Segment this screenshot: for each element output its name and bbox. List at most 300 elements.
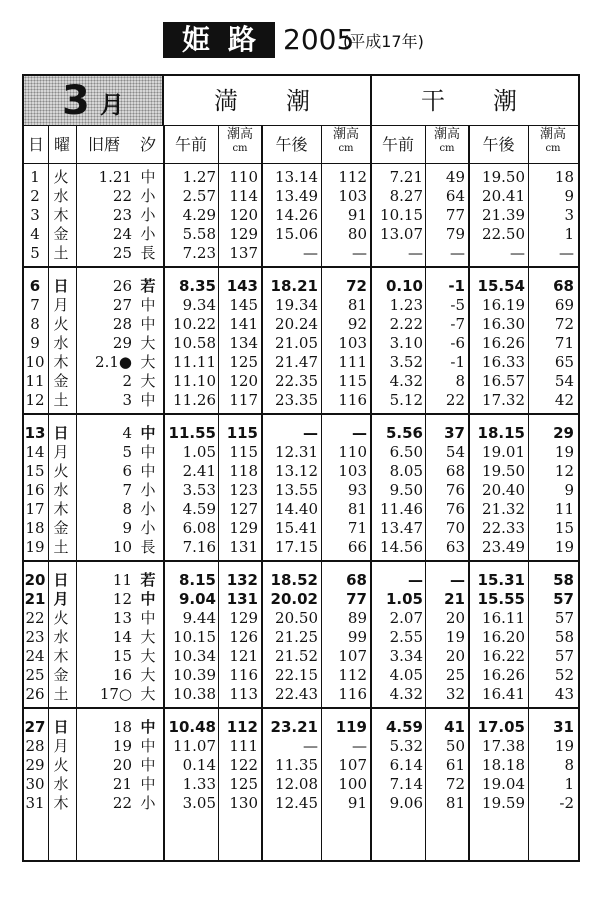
tide-type-cell: 小 — [140, 187, 156, 205]
low-am-height-cell: 68 — [445, 462, 465, 480]
high-am-time-cell: 10.58 — [173, 334, 216, 352]
high-pm-height-cell: 71 — [347, 519, 367, 537]
weekday-cell: 火 — [53, 756, 69, 774]
high-pm-height-cell: — — [352, 424, 367, 442]
day-cell: 23 — [25, 628, 45, 646]
low-pm-time-cell: 15.55 — [477, 590, 525, 608]
weekday-cell: 日 — [53, 424, 69, 442]
low-am-height-cell: 76 — [445, 481, 465, 499]
high-am-time-cell: 0.14 — [182, 756, 216, 774]
day-cell: 21 — [24, 590, 46, 608]
tide-type-cell: 小 — [140, 500, 156, 518]
weekday-cell: 水 — [53, 481, 69, 499]
low-am-height-cell: — — [450, 571, 465, 589]
high-am-time-cell: 6.08 — [182, 519, 216, 537]
tide-type-cell: 中 — [140, 609, 156, 627]
tide-type-cell: 中 — [140, 168, 156, 186]
high-pm-height-cell: 66 — [347, 538, 367, 556]
high-pm-time-cell: 11.35 — [275, 756, 318, 774]
high-pm-time-cell: 15.06 — [275, 225, 318, 243]
high-am-height-cell: 111 — [229, 737, 258, 755]
high-am-time-cell: 10.38 — [173, 685, 216, 703]
low-am-height-cell: 79 — [445, 225, 465, 243]
high-pm-time-cell: 13.55 — [275, 481, 318, 499]
low-pm-height-cell: 42 — [554, 391, 574, 409]
day-cell: 6 — [29, 277, 41, 295]
tide-type-cell: 大 — [140, 372, 156, 390]
high-pm-time-cell: 20.24 — [275, 315, 318, 333]
lunar-date-cell: 23 — [112, 206, 132, 224]
unit-label: cm — [439, 143, 455, 154]
low-pm-height-cell: 12 — [554, 462, 574, 480]
col-high-am-height — [218, 128, 262, 156]
weekday-cell: 土 — [53, 685, 69, 703]
low-pm-time-cell: 16.26 — [482, 334, 525, 352]
high-pm-time-cell: 12.45 — [275, 794, 318, 812]
low-pm-time-cell: 20.41 — [482, 187, 525, 205]
weekday-cell: 金 — [53, 666, 69, 684]
low-pm-height-cell: 1 — [564, 775, 574, 793]
low-am-time-cell: 7.14 — [389, 775, 423, 793]
high-tide-label: 満 潮 — [214, 87, 310, 115]
high-pm-height-cell: 116 — [338, 685, 367, 703]
high-pm-time-cell: 18.21 — [270, 277, 318, 295]
low-pm-height-cell: 31 — [553, 718, 574, 736]
lunar-date-cell: 16 — [112, 666, 132, 684]
weekday-cell: 日 — [53, 718, 69, 736]
high-am-height-cell: 143 — [226, 277, 258, 295]
low-am-time-cell: 8.05 — [389, 462, 423, 480]
weekday-cell: 木 — [53, 647, 69, 665]
day-cell: 20 — [24, 571, 46, 589]
high-am-time-cell: 11.26 — [173, 391, 216, 409]
lunar-date-cell: 11 — [112, 571, 132, 589]
low-am-time-cell: 4.32 — [389, 685, 423, 703]
high-am-height-cell: 118 — [229, 462, 258, 480]
era-label: (平成17年) — [343, 32, 424, 51]
high-am-time-cell: 11.10 — [173, 372, 216, 390]
grid-line — [48, 126, 49, 860]
unit-label: cm — [338, 143, 354, 154]
low-am-time-cell: 4.32 — [389, 372, 423, 390]
low-am-time-cell: 9.06 — [389, 794, 423, 812]
high-am-height-cell: 115 — [226, 424, 258, 442]
weekday-cell: 土 — [53, 538, 69, 556]
lunar-date-cell: 1.21 — [98, 168, 132, 186]
lunar-date-cell: 13 — [112, 609, 132, 627]
low-am-time-cell: 13.07 — [380, 225, 423, 243]
tide-type-cell: 中 — [140, 391, 156, 409]
high-pm-time-cell: 23.21 — [270, 718, 318, 736]
tide-type-cell: 中 — [140, 424, 156, 442]
high-pm-time-cell: 19.34 — [275, 296, 318, 314]
lunar-date-cell: 27 — [112, 296, 132, 314]
weekday-cell: 月 — [53, 296, 69, 314]
tide-type-cell: 大 — [140, 353, 156, 371]
high-pm-time-cell: 21.05 — [275, 334, 318, 352]
day-cell: 25 — [25, 666, 45, 684]
low-am-height-cell: 37 — [444, 424, 465, 442]
weekday-cell: 木 — [53, 353, 69, 371]
low-am-height-cell: 20 — [445, 609, 465, 627]
low-pm-height-cell: 9 — [564, 481, 574, 499]
day-cell: 13 — [24, 424, 46, 442]
low-pm-height-cell: 57 — [554, 647, 574, 665]
low-am-height-cell: 20 — [445, 647, 465, 665]
low-pm-time-cell: 22.50 — [482, 225, 525, 243]
lunar-date-cell: 15 — [112, 647, 132, 665]
high-am-height-cell: 121 — [229, 647, 258, 665]
high-am-time-cell: 11.07 — [173, 737, 216, 755]
weekday-cell: 木 — [53, 206, 69, 224]
low-am-height-cell: 32 — [445, 685, 465, 703]
grid-line — [163, 126, 165, 860]
day-cell: 16 — [25, 481, 45, 499]
high-pm-time-cell: 22.35 — [275, 372, 318, 390]
tide-type-cell: 大 — [140, 628, 156, 646]
low-am-height-cell: 21 — [444, 590, 465, 608]
low-am-time-cell: 4.05 — [389, 666, 423, 684]
lunar-date-cell: 10 — [112, 538, 132, 556]
low-pm-height-cell: 1 — [564, 225, 574, 243]
low-pm-height-cell: -2 — [559, 794, 574, 812]
high-pm-time-cell: — — [303, 737, 318, 755]
high-am-time-cell: 3.05 — [182, 794, 216, 812]
high-am-time-cell: 9.34 — [182, 296, 216, 314]
low-pm-time-cell: 19.59 — [482, 794, 525, 812]
low-pm-height-cell: 29 — [553, 424, 574, 442]
high-pm-height-cell: 80 — [347, 225, 367, 243]
low-pm-height-cell: 58 — [554, 628, 574, 646]
low-pm-height-cell: 69 — [554, 296, 574, 314]
low-am-height-cell: — — [450, 244, 465, 262]
low-pm-time-cell: 17.32 — [482, 391, 525, 409]
column-header-row — [24, 126, 578, 164]
low-pm-time-cell: 19.01 — [482, 443, 525, 461]
weekday-cell: 木 — [53, 794, 69, 812]
col-low-am-height — [425, 128, 469, 156]
tide-type-cell: 中 — [140, 775, 156, 793]
high-am-height-cell: 125 — [229, 353, 258, 371]
low-pm-time-cell: 15.54 — [477, 277, 525, 295]
tide-type-cell: 大 — [140, 334, 156, 352]
weekday-cell: 水 — [53, 775, 69, 793]
high-pm-time-cell: 22.15 — [275, 666, 318, 684]
lunar-date-cell: 6 — [122, 462, 132, 480]
tide-type-cell: 長 — [140, 538, 156, 556]
day-cell: 3 — [30, 206, 40, 224]
month-number: 3 — [62, 78, 90, 124]
high-am-time-cell: 11.55 — [168, 424, 216, 442]
high-am-height-cell: 137 — [229, 244, 258, 262]
high-am-time-cell: 4.59 — [182, 500, 216, 518]
grid-line — [425, 126, 426, 860]
tide-type-cell: 小 — [140, 519, 156, 537]
high-pm-height-cell: 115 — [338, 372, 367, 390]
low-am-height-cell: 63 — [445, 538, 465, 556]
high-pm-time-cell: 12.31 — [275, 443, 318, 461]
day-cell: 10 — [25, 353, 45, 371]
low-am-height-cell: -5 — [450, 296, 465, 314]
low-am-time-cell: 6.14 — [389, 756, 423, 774]
low-pm-time-cell: 16.41 — [482, 685, 525, 703]
day-cell: 14 — [25, 443, 45, 461]
high-am-height-cell: 113 — [229, 685, 258, 703]
low-am-time-cell: 2.55 — [389, 628, 423, 646]
high-am-time-cell: 7.16 — [182, 538, 216, 556]
high-am-height-cell: 122 — [229, 756, 258, 774]
weekday-cell: 月 — [53, 443, 69, 461]
high-am-height-cell: 129 — [229, 225, 258, 243]
low-am-time-cell: 7.21 — [389, 168, 423, 186]
low-pm-height-cell: 54 — [554, 372, 574, 390]
high-pm-height-cell: 77 — [346, 590, 367, 608]
low-am-height-cell: 8 — [455, 372, 465, 390]
weekday-cell: 月 — [53, 737, 69, 755]
high-am-time-cell: 7.23 — [182, 244, 216, 262]
high-pm-height-cell: 99 — [347, 628, 367, 646]
high-am-height-cell: 129 — [229, 609, 258, 627]
high-pm-time-cell: 15.41 — [275, 519, 318, 537]
high-pm-time-cell: 12.08 — [275, 775, 318, 793]
high-pm-height-cell: 100 — [338, 775, 367, 793]
weekday-cell: 火 — [53, 609, 69, 627]
col-high-am: 午前 — [174, 135, 207, 154]
high-pm-height-cell: 111 — [338, 353, 367, 371]
height-label: 潮高 — [226, 127, 253, 142]
lunar-date-cell: 5 — [122, 443, 132, 461]
high-am-height-cell: 123 — [229, 481, 258, 499]
day-cell: 1 — [30, 168, 40, 186]
lunar-date-cell: 18 — [112, 718, 132, 736]
tide-type-cell: 中 — [140, 756, 156, 774]
month-cell — [24, 76, 164, 126]
high-am-height-cell: 125 — [229, 775, 258, 793]
low-pm-height-cell: 57 — [554, 609, 574, 627]
high-pm-height-cell: 93 — [347, 481, 367, 499]
grid-line — [468, 126, 470, 860]
low-pm-height-cell: 19 — [554, 538, 574, 556]
tide-type-cell: 若 — [140, 277, 156, 295]
high-am-height-cell: 110 — [229, 168, 258, 186]
high-pm-height-cell: 92 — [347, 315, 367, 333]
weekday-cell: 土 — [53, 244, 69, 262]
lunar-date-cell: 22 — [112, 794, 132, 812]
low-am-height-cell: 22 — [445, 391, 465, 409]
low-pm-time-cell: 15.31 — [477, 571, 525, 589]
high-am-height-cell: 115 — [229, 443, 258, 461]
low-pm-height-cell: 3 — [564, 206, 574, 224]
day-cell: 24 — [25, 647, 45, 665]
lunar-date-cell: 19 — [112, 737, 132, 755]
high-am-height-cell: 131 — [229, 538, 258, 556]
low-am-time-cell: — — [408, 571, 423, 589]
col-tide-type: 汐 — [139, 135, 156, 154]
low-am-time-cell: 1.23 — [389, 296, 423, 314]
weekday-cell: 火 — [53, 315, 69, 333]
low-pm-height-cell: 11 — [554, 500, 574, 518]
low-pm-height-cell: 19 — [554, 737, 574, 755]
low-pm-time-cell: 20.40 — [482, 481, 525, 499]
low-am-height-cell: 70 — [445, 519, 465, 537]
height-label: 潮高 — [539, 127, 566, 142]
tide-type-cell: 小 — [140, 794, 156, 812]
tide-type-cell: 大 — [140, 685, 156, 703]
low-am-height-cell: 19 — [445, 628, 465, 646]
low-am-time-cell: 9.50 — [389, 481, 423, 499]
grid-line — [528, 126, 529, 860]
low-am-time-cell: 0.10 — [385, 277, 423, 295]
low-am-time-cell: 10.15 — [380, 206, 423, 224]
high-am-height-cell: 145 — [229, 296, 258, 314]
high-pm-time-cell: 14.40 — [275, 500, 318, 518]
low-am-height-cell: 54 — [445, 443, 465, 461]
high-pm-height-cell: 72 — [346, 277, 367, 295]
low-pm-time-cell: — — [510, 244, 525, 262]
low-am-time-cell: 11.46 — [380, 500, 423, 518]
low-pm-time-cell: 16.20 — [482, 628, 525, 646]
low-pm-time-cell: 21.32 — [482, 500, 525, 518]
high-pm-time-cell: 20.50 — [275, 609, 318, 627]
low-am-time-cell: 8.27 — [389, 187, 423, 205]
low-am-time-cell: 3.52 — [389, 353, 423, 371]
low-pm-time-cell: 16.22 — [482, 647, 525, 665]
high-pm-time-cell: 13.12 — [275, 462, 318, 480]
high-pm-height-cell: 103 — [338, 334, 367, 352]
low-am-time-cell: 6.50 — [389, 443, 423, 461]
low-pm-time-cell: 19.50 — [482, 462, 525, 480]
low-am-height-cell: 50 — [445, 737, 465, 755]
low-pm-time-cell: 16.26 — [482, 666, 525, 684]
grid-line — [370, 76, 372, 860]
low-am-height-cell: 41 — [444, 718, 465, 736]
day-cell: 30 — [25, 775, 45, 793]
high-pm-time-cell: 17.15 — [275, 538, 318, 556]
low-pm-time-cell: 16.57 — [482, 372, 525, 390]
high-am-time-cell: 10.48 — [168, 718, 216, 736]
low-pm-height-cell: 68 — [553, 277, 574, 295]
tide-type-cell: 若 — [140, 571, 156, 589]
low-am-time-cell: 2.22 — [389, 315, 423, 333]
lunar-date-cell: 29 — [112, 334, 132, 352]
day-cell: 4 — [30, 225, 40, 243]
high-am-time-cell: 1.33 — [182, 775, 216, 793]
weekday-cell: 火 — [53, 168, 69, 186]
col-high-pm-height — [321, 128, 371, 156]
low-pm-time-cell: 18.18 — [482, 756, 525, 774]
day-cell: 22 — [25, 609, 45, 627]
low-am-time-cell: 5.56 — [385, 424, 423, 442]
high-pm-time-cell: 14.26 — [275, 206, 318, 224]
tide-type-cell: 小 — [140, 206, 156, 224]
weekday-cell: 火 — [53, 462, 69, 480]
lunar-date-cell: 26 — [112, 277, 132, 295]
low-pm-time-cell: 17.05 — [477, 718, 525, 736]
weekday-cell: 金 — [53, 519, 69, 537]
low-am-height-cell: 25 — [445, 666, 465, 684]
height-label: 潮高 — [433, 127, 460, 142]
low-am-height-cell: -1 — [448, 277, 465, 295]
high-pm-time-cell: 21.47 — [275, 353, 318, 371]
lunar-date-cell: 25 — [112, 244, 132, 262]
high-am-height-cell: 112 — [226, 718, 258, 736]
low-pm-height-cell: 57 — [553, 590, 574, 608]
unit-label: cm — [545, 143, 561, 154]
tide-type-cell: 中 — [140, 718, 156, 736]
low-pm-time-cell: 19.04 — [482, 775, 525, 793]
tide-type-cell: 中 — [140, 590, 156, 608]
low-am-height-cell: 64 — [445, 187, 465, 205]
high-am-time-cell: 5.58 — [182, 225, 216, 243]
high-am-height-cell: 120 — [229, 206, 258, 224]
high-am-time-cell: 9.04 — [178, 590, 216, 608]
low-pm-height-cell: 71 — [554, 334, 574, 352]
low-pm-time-cell: 18.15 — [477, 424, 525, 442]
low-pm-height-cell: 72 — [554, 315, 574, 333]
low-pm-height-cell: 65 — [554, 353, 574, 371]
tide-type-cell: 中 — [140, 443, 156, 461]
grid-line — [218, 126, 219, 860]
high-pm-height-cell: 103 — [338, 462, 367, 480]
col-low-pm: 午後 — [482, 135, 515, 154]
lunar-date-cell: 12 — [112, 590, 132, 608]
high-pm-height-cell: 91 — [347, 794, 367, 812]
day-cell: 7 — [30, 296, 40, 314]
lunar-date-cell: 7 — [122, 481, 132, 499]
high-pm-height-cell: 81 — [347, 500, 367, 518]
low-pm-time-cell: 22.33 — [482, 519, 525, 537]
weekday-cell: 土 — [53, 391, 69, 409]
low-am-height-cell: 72 — [445, 775, 465, 793]
unit-label: cm — [232, 143, 248, 154]
low-am-time-cell: 3.34 — [389, 647, 423, 665]
high-pm-height-cell: 91 — [347, 206, 367, 224]
low-am-time-cell: 1.05 — [385, 590, 423, 608]
high-am-height-cell: 117 — [229, 391, 258, 409]
low-am-height-cell: 81 — [445, 794, 465, 812]
high-pm-height-cell: 107 — [338, 756, 367, 774]
high-pm-height-cell: 119 — [335, 718, 367, 736]
page-header — [0, 20, 600, 60]
tide-type-cell: 小 — [140, 225, 156, 243]
col-low-am: 午前 — [381, 135, 414, 154]
high-am-time-cell: 10.22 — [173, 315, 216, 333]
low-pm-time-cell: 23.49 — [482, 538, 525, 556]
low-am-height-cell: -6 — [450, 334, 465, 352]
low-pm-height-cell: 58 — [553, 571, 574, 589]
col-lunar: 旧暦 — [87, 135, 120, 154]
day-cell: 2 — [30, 187, 40, 205]
tide-type-cell: 中 — [140, 296, 156, 314]
high-am-time-cell: 3.53 — [182, 481, 216, 499]
lunar-date-cell: 8 — [122, 500, 132, 518]
low-pm-time-cell: 16.19 — [482, 296, 525, 314]
low-am-height-cell: 61 — [445, 756, 465, 774]
location-title: 姫路 — [163, 22, 275, 58]
day-cell: 11 — [25, 372, 45, 390]
high-am-height-cell: 141 — [229, 315, 258, 333]
weekday-cell: 水 — [53, 628, 69, 646]
day-cell: 5 — [30, 244, 40, 262]
weekday-cell: 金 — [53, 372, 69, 390]
col-high-pm: 午後 — [275, 135, 308, 154]
weekday-cell: 金 — [53, 225, 69, 243]
low-pm-time-cell: 16.30 — [482, 315, 525, 333]
high-pm-time-cell: — — [303, 424, 318, 442]
high-pm-height-cell: — — [352, 737, 367, 755]
high-am-time-cell: 10.39 — [173, 666, 216, 684]
week-separator — [24, 413, 578, 415]
